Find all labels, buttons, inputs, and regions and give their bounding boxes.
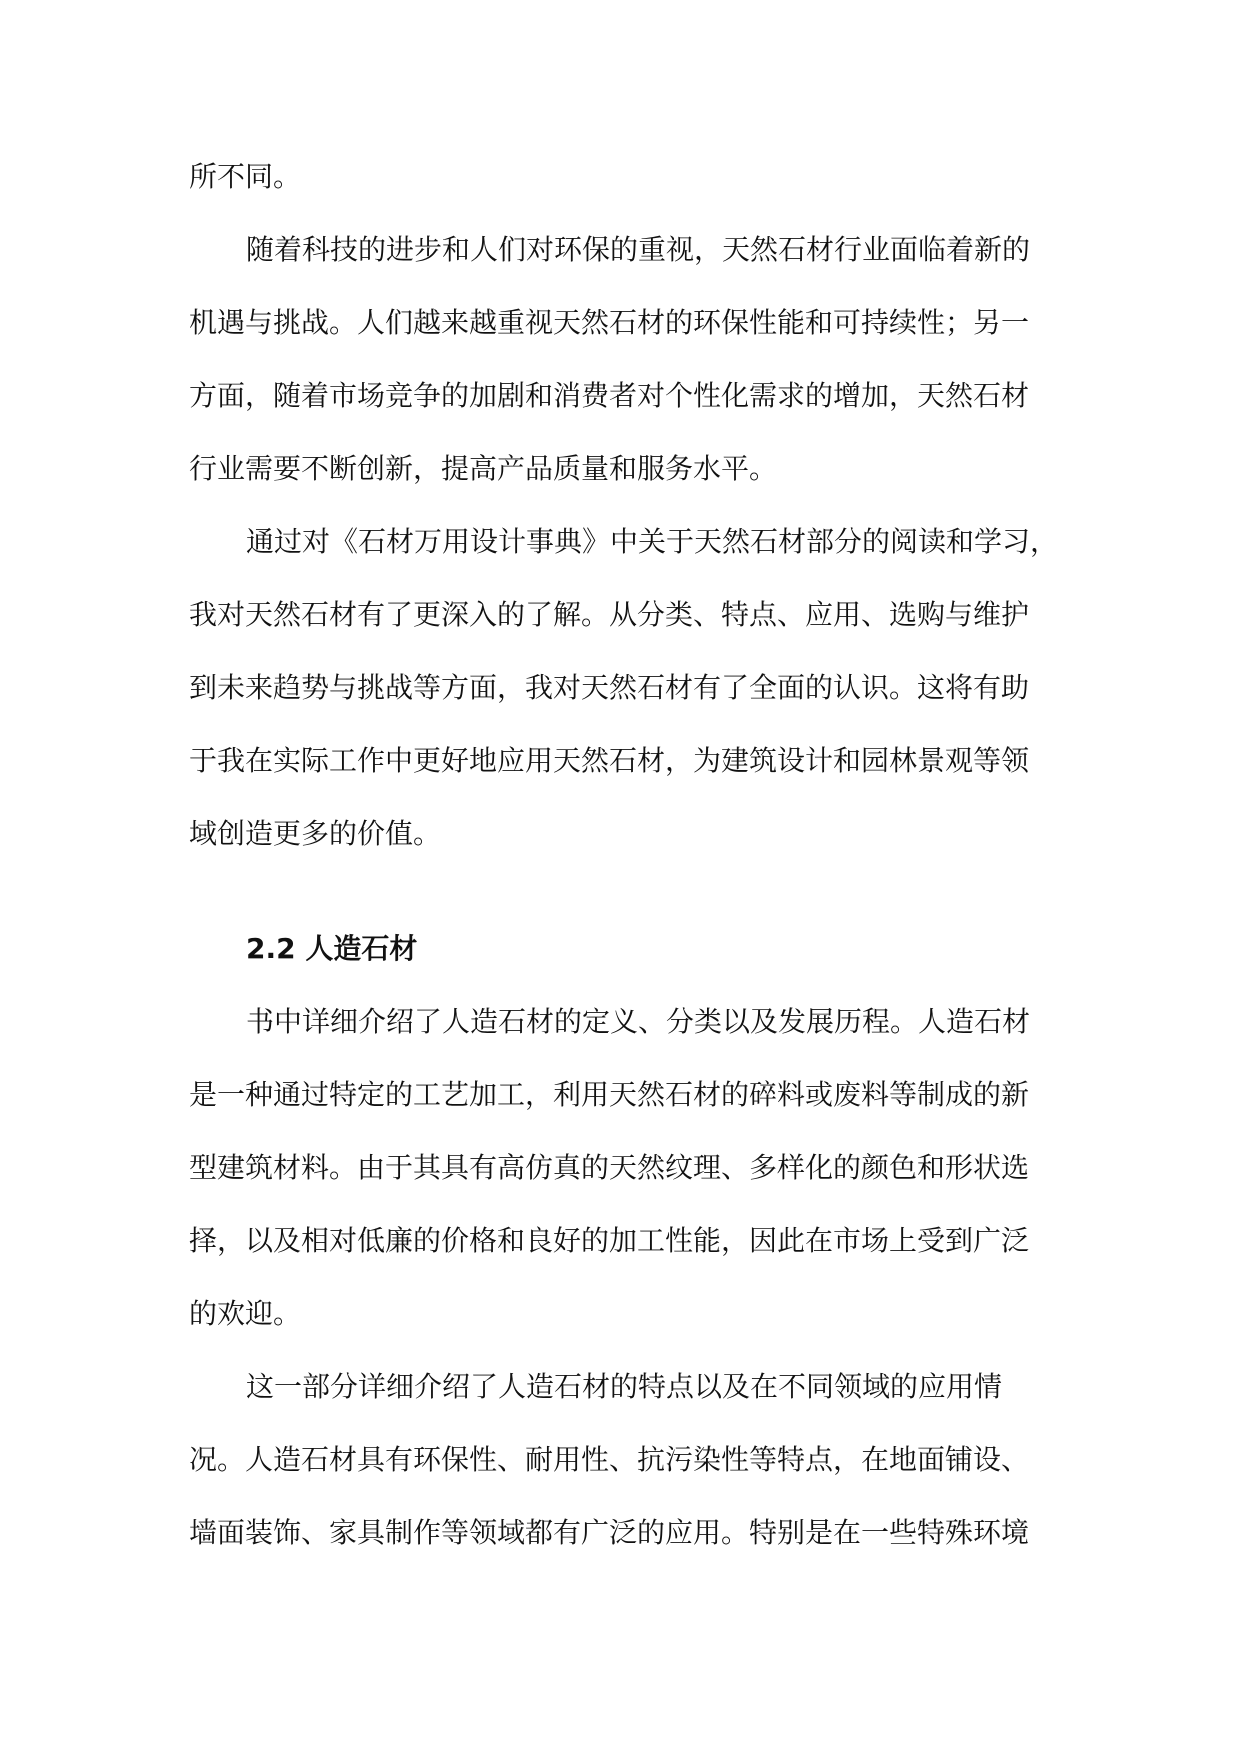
paragraph-line: 择，以及相对低廉的价格和良好的加工性能，因此在市场上受到广泛 [189, 1224, 1030, 1257]
paragraph-line: 域创造更多的价值。 [189, 817, 442, 850]
paragraph-line: 我对天然石材有了更深入的了解。从分类、特点、应用、选购与维护 [189, 598, 1030, 631]
section-spacer [189, 870, 1059, 912]
paragraph-line: 的欢迎。 [189, 1297, 302, 1330]
paragraph-line: 墙面装饰、家具制作等领域都有广泛的应用。特别是在一些特殊环境 [189, 1516, 1030, 1549]
paragraph-line: 型建筑材料。由于其具有高仿真的天然纹理、多样化的颜色和形状选 [189, 1151, 1030, 1184]
paragraph-line: 通过对《石材万用设计事典》中关于天然石材部分的阅读和学习， [246, 525, 1059, 558]
paragraph [189, 140, 1059, 213]
paragraph [189, 213, 1059, 505]
paragraph-line: 方面，随着市场竞争的加剧和消费者对个性化需求的增加，天然石材 [189, 379, 1030, 412]
paragraph-line: 所不同。 [189, 160, 302, 193]
paragraph-line: 书中详细介绍了人造石材的定义、分类以及发展历程。人造石材 [246, 1005, 1031, 1038]
paragraph-line: 于我在实际工作中更好地应用天然石材，为建筑设计和园林景观等领 [189, 744, 1030, 777]
paragraph-line: 这一部分详细介绍了人造石材的特点以及在不同领域的应用情 [246, 1370, 1003, 1403]
page-body [189, 140, 1059, 1569]
paragraph-line: 随着科技的进步和人们对环保的重视，天然石材行业面临着新的 [246, 233, 1031, 266]
paragraph-line: 机遇与挑战。人们越来越重视天然石材的环保性能和可持续性；另一 [189, 306, 1030, 339]
paragraph-line: 况。人造石材具有环保性、耐用性、抗污染性等特点，在地面铺设、 [189, 1443, 1030, 1476]
paragraph [189, 1350, 1059, 1569]
paragraph-line: 行业需要不断创新，提高产品质量和服务水平。 [189, 452, 778, 485]
paragraph [189, 505, 1059, 870]
section-heading: 2.2 人造石材 [246, 932, 418, 965]
paragraph-line: 是一种通过特定的工艺加工，利用天然石材的碎料或废料等制成的新 [189, 1078, 1030, 1111]
paragraph [189, 985, 1059, 1350]
paragraph-line: 到未来趋势与挑战等方面，我对天然石材有了全面的认识。这将有助 [189, 671, 1030, 704]
